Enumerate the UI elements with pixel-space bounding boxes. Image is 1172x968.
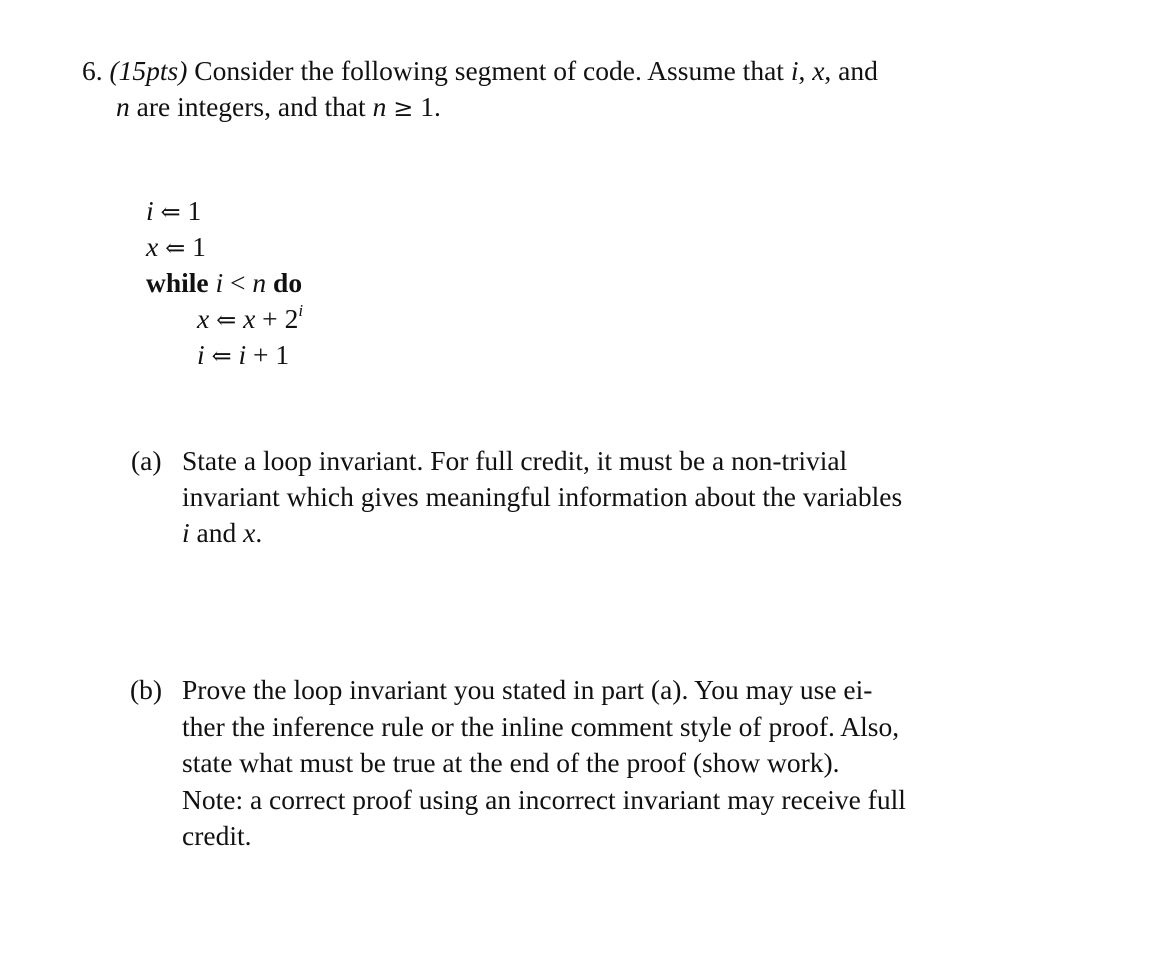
problem-points: (15pts) (109, 55, 188, 86)
code-line-1: i ⇐ 1 (146, 195, 202, 226)
part-a-line-1: State a loop invariant. For full credit, it must be a non-trivial (182, 445, 848, 476)
var-i: i (790, 55, 799, 86)
var-n: n (116, 91, 130, 122)
part-b-line-1: Prove the loop invariant you stated in part (a). You may use ei- (182, 674, 873, 705)
code-line-while: while i < n do (146, 267, 303, 298)
code-line-body-2: i ⇐ i + 1 (197, 339, 290, 370)
assign-arrow-icon: ⇐ (165, 234, 186, 262)
part-b-line-2: ther the inference rule or the inline comment style of proof. Also, (182, 711, 900, 742)
problem-statement-line-2: n are integers, and that n ≥ 1. (116, 91, 441, 122)
part-a-label: (a) (131, 445, 162, 476)
part-b-line-5: credit. (182, 820, 252, 851)
part-b-line-4: Note: a correct proof using an incorrect invariant may receive full (182, 784, 906, 815)
assign-arrow-icon: ⇐ (211, 342, 232, 370)
problem-intro-text: Consider the following segment of code. Assume that (187, 55, 791, 86)
problem-number: 6. (82, 55, 103, 86)
problem-statement-line-1: 6. (15pts) Consider the following segment of code. Assume that i, x, and (82, 55, 878, 86)
geq-symbol: ≥ (393, 94, 414, 122)
var-x: x (812, 55, 825, 86)
while-keyword: while (146, 267, 209, 298)
part-b-label: (b) (130, 674, 163, 705)
part-a-line-3: i and x. (182, 517, 263, 548)
assign-arrow-icon: ⇐ (160, 198, 181, 226)
part-a-line-2: invariant which gives meaningful information about the variables (182, 481, 903, 512)
part-b-line-3: state what must be true at the end of the proof (show work). (182, 747, 840, 778)
code-line-body-1: x ⇐ x + 2$^i$ (197, 300, 304, 334)
assign-arrow-icon: ⇐ (216, 306, 237, 334)
code-line-2: x ⇐ 1 (146, 231, 206, 262)
do-keyword: do (273, 267, 303, 298)
